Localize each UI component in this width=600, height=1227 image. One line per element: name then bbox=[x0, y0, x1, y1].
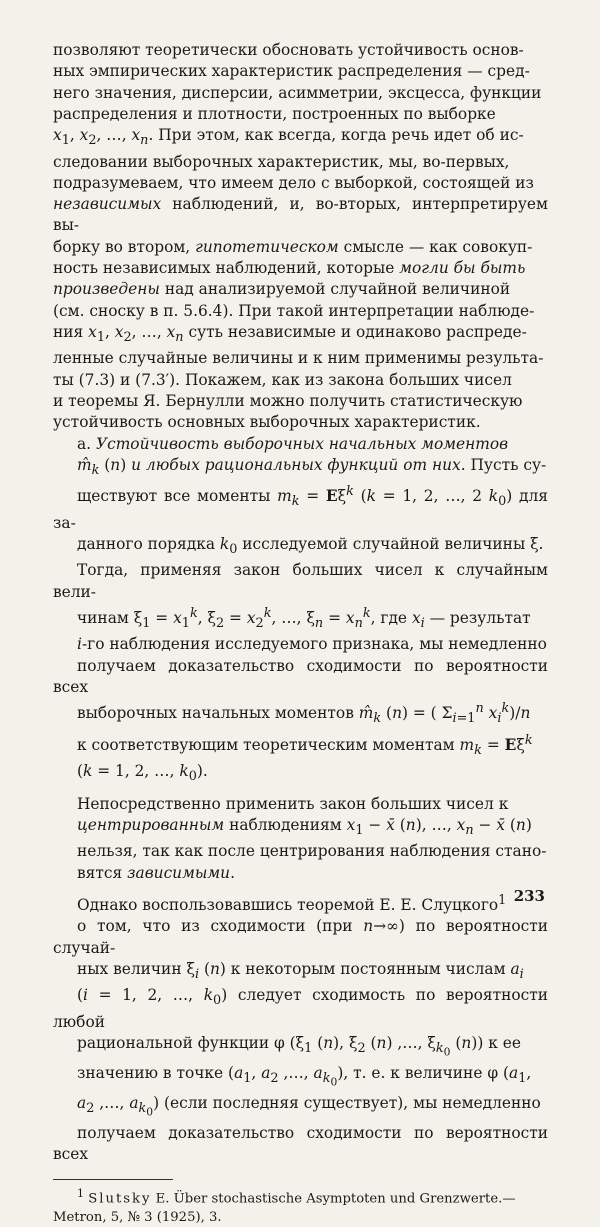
paragraph-4: Однако воспользовавшись теоремой Е. Е. Слуцкого$^1$ о том, что из сходимости (при n→∞) по вероятности случай- ных величин $\xi_i$ (n) к некоторым постоянным числам $a_i$ (i = 1, 2, …, $k_0$) следует сходимость по вероятности любой рациональной функции φ ($\xi_1$ (n), $\xi_2$ (n) ,…, $\xi_{k_0}$ (n)) к ее значению в точке ($a_1$, $a_2$ ,…, $a_{k_0}$), т. е. к величине φ ($a_1$, $a_2$ ,…, $a_{k_0}$) (если последняя существует), мы немедленно получаем доказательство сходимости по вероятности всех bbox=[53, 892, 548, 1164]
footnote bbox=[53, 1179, 548, 1226]
page-number: 233 bbox=[513, 887, 545, 905]
paragraph-2: а. Устойчивость выборочных начальных моментов $m̂_k$ (n) и любых рациональных функций от них. Пусть су- ществуют все моменты $m_k = E\xi^k$ (k = 1, 2, …, 2 $k_0$) для за- данного порядка $k_0$ исследуемой случайной величины ξ. Тогда, применяя закон больших чисел к случайным вели- чинам $\xi_1 = x_1^k$, $\xi_2 = x_2^k$, …, $\xi_n = x_n^k$, где $x_i$ — результат i-го наблюдения исследуемого признака, мы немедленно получаем доказательство сходимости по вероятности всех выборочных начальных моментов $m̂_k$ (n) = ( $\Sigma_{i=1}^n$ $x_i^k)/n$ к соответствующим теоретическим моментам $m_k = E\xi^k$ (k = 1, 2, …, $k_0$). bbox=[53, 434, 549, 785]
paragraph-1: позволяют теоретически обосновать устойчивость основ- ных эмпирических характеристик распределения — сред- него значения, дисперсии, асимметрии, эксцесса, функции распределения и плотности, построенных по выборке $x_1$, $x_2$, …, $x_n$. При этом, как всегда, когда речь идет об ис- следовании выборочных характеристик, мы, во-первых, подразумеваем, что имеем дело с выборкой, состоящей из независимых наблюдений, и, во-вторых, интерпретируем вы- борку во втором, гипотетическом смысле — как совокуп- ность независимых наблюдений, которые могли бы быть произведены над анализируемой случайной величиной (см. сноску в п. 5.6.4). При такой интерпретации наблюде- ния $x_1$, $x_2$, …, $x_n$ суть независимые и одинаково распреде- ленные случайные величины и к ним применимы результа- ты (7.3) и (7.3′). Покажем, как из закона больших чисел и теоремы Я. Бернулли можно получить статистическую устойчивость основных выборочных характеристик. bbox=[53, 41, 548, 432]
main-text bbox=[53, 40, 548, 1227]
footnote-rule bbox=[53, 1179, 173, 1180]
paragraph-3: Непосредственно применить закон больших чисел к центрированным наблюдениям $x_1$ − x̄ (n), …, $x_n$ − x̄ (n) нельзя, так как после центрирования наблюдения стано- вятся зависимыми. bbox=[77, 794, 547, 882]
footnote-text: $^1$ Slutsky E. Über stochastische Asymptoten und Grenzwerte.— Metron, 5, № 3 (1925), 3. bbox=[53, 1187, 516, 1225]
